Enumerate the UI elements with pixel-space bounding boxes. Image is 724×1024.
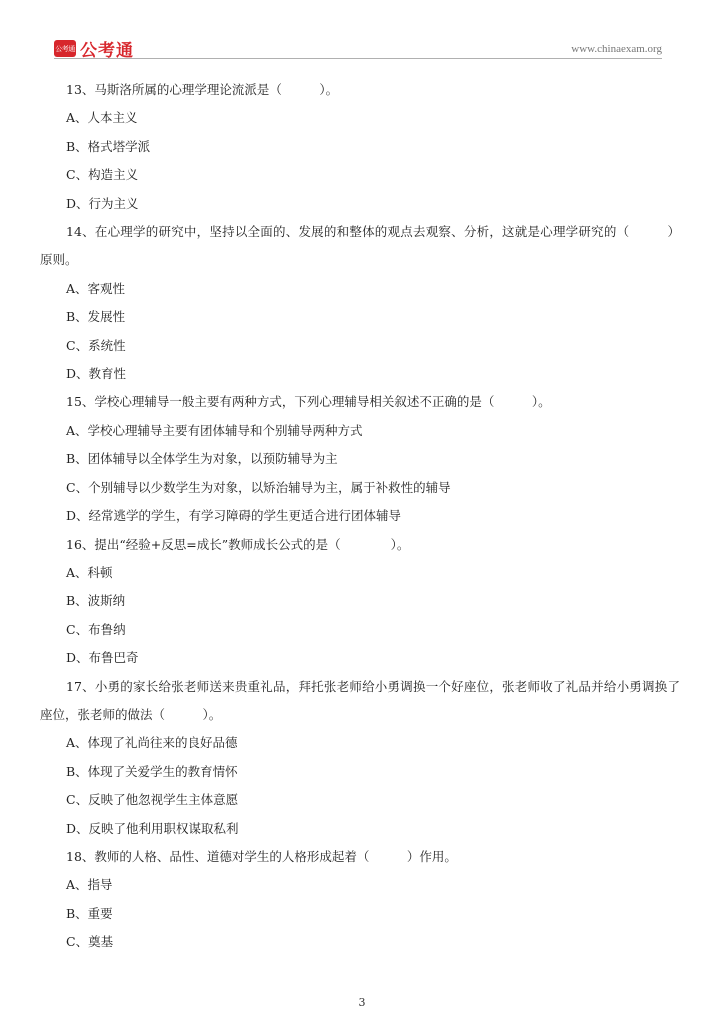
- question-list: [40, 76, 680, 957]
- option: A、体现了礼尚往来的良好品德: [66, 735, 238, 751]
- site-url[interactable]: www.chinaexam.org: [571, 43, 662, 55]
- option: C、奠基: [66, 934, 114, 950]
- option: A、客观性: [66, 280, 126, 296]
- option: C、个别辅导以少数学生为对象，以矫治辅导为主，属于补救性的辅导: [66, 479, 451, 495]
- option: D、布鲁巴奇: [66, 650, 139, 666]
- option: D、反映了他利用职权谋取私利: [66, 820, 239, 836]
- header-divider: [54, 58, 662, 59]
- question-stem: 18、教师的人格、品性、道德对学生的人格形成起着（ ）作用。: [66, 848, 457, 864]
- page-number: 3: [358, 996, 366, 1009]
- option: A、人本主义: [66, 110, 138, 126]
- option: C、布鲁纳: [66, 621, 126, 637]
- page-header: [54, 34, 662, 61]
- option: B、格式塔学派: [66, 138, 151, 154]
- option: A、指导: [66, 877, 113, 893]
- option: B、体现了关爱学生的教育情怀: [66, 763, 238, 779]
- option: C、系统性: [66, 337, 126, 353]
- option: B、发展性: [66, 309, 126, 325]
- question-stem: 15、学校心理辅导一般主要有两种方式，下列心理辅导相关叙述不正确的是（ ）。: [66, 394, 551, 410]
- logo-badge-icon: 公考通: [54, 40, 76, 57]
- option: C、构造主义: [66, 167, 139, 183]
- question-stem: 17、小勇的家长给张老师送来贵重礼品，拜托张老师给小勇调换一个好座位，张老师收了礼品并给小勇调换了座位，张老师的做法（ ）。: [40, 678, 680, 722]
- question-stem: 16、提出“经验+反思=成长”教师成长公式的是（ ）。: [66, 536, 410, 552]
- option: B、团体辅导以全体学生为对象，以预防辅导为主: [66, 451, 338, 467]
- option: B、重要: [66, 905, 113, 921]
- question-stem: 14、在心理学的研究中，坚持以全面的、发展的和整体的观点去观察、分析，这就是心理学研究的（ ）原则。: [40, 224, 680, 268]
- option: A、科顿: [66, 564, 113, 580]
- question-stem: 13、马斯洛所属的心理学理论流派是（ ）。: [66, 82, 339, 97]
- option: D、教育性: [66, 366, 127, 382]
- option: A、学校心理辅导主要有团体辅导和个别辅导两种方式: [66, 422, 363, 438]
- logo-text: 公考通: [80, 41, 134, 61]
- option: C、反映了他忽视学生主体意愿: [66, 792, 239, 808]
- option: D、行为主义: [66, 195, 139, 211]
- option: B、波斯纳: [66, 593, 126, 609]
- option: D、经常逃学的学生，有学习障碍的学生更适合进行团体辅导: [66, 508, 402, 524]
